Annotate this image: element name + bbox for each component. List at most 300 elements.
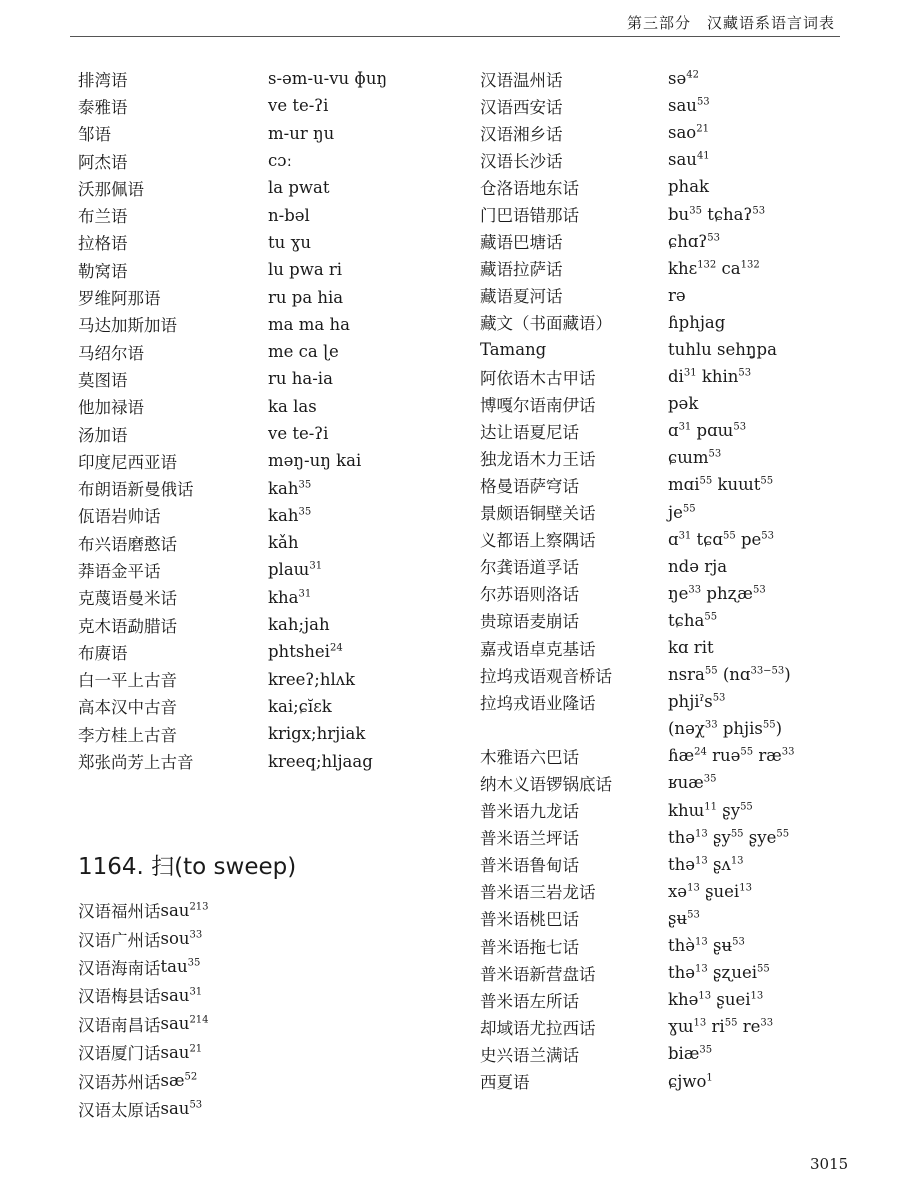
entry-tone: 31 bbox=[678, 421, 692, 433]
entry-form bbox=[668, 665, 791, 684]
entry-form-text: kreeq;hljaag bbox=[268, 751, 373, 771]
entry-form bbox=[268, 533, 298, 552]
entry-form bbox=[161, 1043, 203, 1062]
entry-language: 泰雅语 bbox=[78, 97, 128, 117]
entry-row bbox=[78, 953, 458, 981]
entry-row bbox=[480, 526, 880, 553]
entry-tone: 41 bbox=[696, 150, 710, 162]
entry-form-text: biæ bbox=[668, 1044, 700, 1064]
entry-tone: 31 bbox=[298, 588, 312, 600]
entry-row bbox=[480, 282, 880, 309]
entry-form-text: pɑɯ bbox=[696, 421, 734, 441]
entry-form-text: ʂuei bbox=[716, 990, 751, 1010]
entry-form bbox=[668, 719, 782, 738]
entry-form-text: phtshei bbox=[268, 642, 330, 662]
entry-language: 贵琼语麦崩话 bbox=[480, 612, 579, 632]
entry-language: 汉语西安话 bbox=[480, 97, 563, 117]
entry-form-text: ræ bbox=[758, 746, 782, 766]
entry-form-text: ka las bbox=[268, 396, 317, 416]
entry-row bbox=[480, 390, 880, 417]
page-number: 3015 bbox=[810, 1155, 849, 1173]
entry-form-text: xə bbox=[668, 881, 688, 901]
entry-form bbox=[268, 451, 361, 470]
section-headword: 扫(to sweep) bbox=[151, 854, 297, 880]
entry-form bbox=[668, 232, 720, 251]
entry-tone: 31 bbox=[189, 986, 203, 998]
entry-tone: 55 bbox=[730, 828, 744, 840]
entry-tone: 53 bbox=[732, 936, 745, 948]
entry-form bbox=[161, 929, 203, 948]
entry-language: 藏语巴塘话 bbox=[480, 233, 563, 253]
entry-form-text: plaɯ bbox=[268, 560, 310, 580]
entry-row bbox=[480, 417, 880, 444]
entry-form bbox=[268, 642, 343, 661]
entry-tone: 132 bbox=[697, 259, 717, 271]
entry-language: 布朗语新曼俄话 bbox=[78, 480, 194, 500]
entry-row bbox=[78, 1066, 458, 1094]
entry-language: 博嘎尔语南伊话 bbox=[480, 395, 596, 415]
entry-row bbox=[480, 878, 880, 905]
entry-row bbox=[480, 92, 880, 119]
entry-form bbox=[668, 394, 698, 413]
entry-form-text: pe bbox=[740, 529, 762, 549]
entry-row bbox=[78, 283, 458, 310]
entry-tone: 31 bbox=[683, 367, 697, 379]
entry-row bbox=[480, 769, 880, 796]
entry-row bbox=[480, 119, 880, 146]
entry-language: 汉语苏州话 bbox=[78, 1072, 161, 1092]
entry-language: 却域语尤拉西话 bbox=[480, 1018, 596, 1038]
entry-tone: 55 bbox=[757, 963, 770, 975]
entry-language: 罗维阿那语 bbox=[78, 289, 161, 309]
entry-form-text: kǎh bbox=[268, 533, 299, 553]
entry-row bbox=[480, 471, 880, 498]
entry-language: 藏文（书面藏语） bbox=[480, 314, 612, 334]
entry-form-text: kuɯt bbox=[717, 475, 761, 495]
entry-tone: 55 bbox=[682, 503, 696, 515]
entry-language: 莽语金平话 bbox=[78, 561, 161, 581]
entry-language: 拉格语 bbox=[78, 234, 128, 254]
entry-language: 白一平上古音 bbox=[78, 671, 177, 691]
entry-form bbox=[268, 233, 311, 252]
entry-form bbox=[268, 397, 317, 416]
entry-row bbox=[78, 365, 458, 392]
entry-row bbox=[480, 173, 880, 200]
entry-tone: 13 bbox=[695, 963, 708, 975]
entry-row bbox=[78, 420, 458, 447]
entry-form bbox=[668, 1044, 712, 1063]
entry-form-text: ri bbox=[711, 1017, 725, 1037]
entry-tone: 33 bbox=[704, 719, 718, 731]
entry-list-bottom-left bbox=[78, 896, 458, 1123]
entry-form bbox=[268, 479, 311, 498]
entry-tone: 53 bbox=[712, 692, 726, 704]
entry-form-text: n-bəl bbox=[268, 205, 310, 225]
entry-tone: 53 bbox=[707, 232, 721, 244]
entry-row bbox=[480, 580, 880, 607]
entry-form-text: ŋe bbox=[668, 583, 689, 603]
entry-form bbox=[268, 670, 355, 689]
entry-row bbox=[480, 688, 880, 715]
entry-form bbox=[668, 773, 716, 792]
entry-tone: 21 bbox=[696, 123, 709, 135]
entry-row bbox=[480, 146, 880, 173]
entry-row bbox=[480, 65, 880, 92]
entry-language: 他加禄语 bbox=[78, 398, 144, 418]
entry-form-text: phak bbox=[668, 177, 710, 197]
entry-form bbox=[268, 369, 333, 388]
entry-form-text: ) bbox=[784, 665, 791, 685]
entry-language: 印度尼西亚语 bbox=[78, 452, 177, 472]
entry-form-text: kah;jah bbox=[268, 615, 330, 635]
entry-tone: 13 bbox=[695, 855, 708, 867]
entry-language: 克木语勐腊话 bbox=[78, 616, 177, 636]
entry-row bbox=[480, 742, 880, 769]
entry-row bbox=[78, 638, 458, 665]
entry-form bbox=[668, 69, 699, 88]
entry-language: 汉语南昌话 bbox=[78, 1015, 161, 1035]
entry-tone: 55 bbox=[740, 746, 754, 758]
entry-tone: 13 bbox=[730, 855, 744, 867]
entry-language: 普米语左所话 bbox=[480, 991, 579, 1011]
entry-row bbox=[480, 851, 880, 878]
entry-form bbox=[268, 697, 332, 716]
entry-tone: 35 bbox=[689, 205, 702, 217]
entry-tone: 33 bbox=[189, 929, 203, 941]
entry-form bbox=[268, 206, 310, 225]
entry-tone: 214 bbox=[189, 1014, 209, 1026]
entry-form-text: s-əm-u-vu ɸuŋ bbox=[268, 69, 388, 89]
entry-language: 布赓语 bbox=[78, 643, 128, 663]
entry-row bbox=[480, 905, 880, 932]
entry-form bbox=[668, 259, 760, 278]
entry-form bbox=[161, 957, 201, 976]
entry-language: 汉语长沙话 bbox=[480, 151, 563, 171]
entry-form bbox=[668, 96, 710, 115]
entry-form bbox=[668, 1072, 713, 1091]
entry-form-text: ʂʌ bbox=[713, 854, 731, 874]
entry-form-text: kai;ɕĭɛk bbox=[268, 696, 332, 716]
entry-form bbox=[668, 990, 763, 1009]
entry-language: 布兰语 bbox=[78, 207, 128, 227]
entry-form-text: phjiˀs bbox=[668, 692, 713, 712]
entry-form-text: kah bbox=[268, 478, 299, 498]
entry-form-text: nsra bbox=[668, 665, 705, 685]
entry-form bbox=[268, 342, 339, 361]
entry-form-text: ma ma ha bbox=[268, 314, 350, 334]
entry-language: 李方桂上古音 bbox=[78, 725, 177, 745]
entry-tone: 24 bbox=[329, 642, 343, 654]
entry-form-text: ) bbox=[775, 719, 783, 739]
entry-form bbox=[268, 424, 328, 443]
entry-form-text: sao bbox=[668, 123, 697, 143]
entry-form bbox=[668, 611, 717, 630]
entry-language: 独龙语木力王话 bbox=[480, 449, 596, 469]
entry-language: 汉语广州话 bbox=[78, 930, 161, 950]
entry-language: 佤语岩帅话 bbox=[78, 507, 161, 527]
entry-form bbox=[668, 313, 725, 332]
entry-row bbox=[480, 200, 880, 227]
entry-language: 排湾语 bbox=[78, 70, 128, 90]
entry-form bbox=[161, 1099, 203, 1118]
header-rule bbox=[70, 36, 840, 37]
entry-form bbox=[268, 615, 330, 634]
entry-form-text: la pwat bbox=[268, 178, 330, 198]
entry-language: 普米语新营盘话 bbox=[480, 964, 596, 984]
entry-list-top-left bbox=[78, 65, 458, 775]
entry-tone: 31 bbox=[309, 560, 323, 572]
entry-row bbox=[480, 1040, 880, 1067]
entry-language: 汉语厦门话 bbox=[78, 1044, 161, 1064]
entry-form-text: ɦæ bbox=[668, 746, 695, 766]
entry-form-text: ʂy bbox=[722, 800, 741, 820]
entry-language: 勒窝语 bbox=[78, 261, 128, 281]
entry-tone: 33 bbox=[781, 746, 795, 758]
entry-form-text: thə̀ bbox=[668, 936, 696, 956]
entry-row bbox=[480, 661, 880, 688]
entry-row bbox=[480, 228, 880, 255]
entry-tone: 13 bbox=[695, 936, 708, 948]
entry-language: 普米语九龙话 bbox=[480, 802, 579, 822]
entry-form-text: tɕhaʔ bbox=[707, 204, 753, 224]
entry-form-text: sau bbox=[160, 1042, 190, 1062]
entry-row bbox=[480, 607, 880, 634]
entry-tone: 13 bbox=[687, 882, 700, 894]
entry-form bbox=[161, 986, 203, 1005]
entry-language: Tamang bbox=[480, 339, 547, 359]
entry-form-text: thə bbox=[668, 854, 696, 874]
entry-language: 普米语鲁甸话 bbox=[480, 856, 579, 876]
entry-form bbox=[668, 638, 714, 657]
entry-form bbox=[668, 746, 795, 765]
entry-form-text: krigx;hrjiak bbox=[268, 724, 366, 744]
entry-language: 汤加语 bbox=[78, 425, 128, 445]
entry-row bbox=[480, 499, 880, 526]
entry-form-text: phʐæ bbox=[706, 583, 753, 603]
entry-form-text: sau bbox=[160, 900, 190, 920]
entry-form-text: kreeʔ;hlʌk bbox=[268, 669, 356, 689]
entry-row bbox=[78, 201, 458, 228]
entry-row bbox=[78, 611, 458, 638]
entry-form-text: mɑi bbox=[668, 475, 700, 495]
entry-tone: 13 bbox=[739, 882, 752, 894]
entry-form-text: ndə rja bbox=[668, 556, 728, 576]
entry-language: 藏语拉萨话 bbox=[480, 260, 563, 280]
entry-tone: 53 bbox=[761, 530, 775, 542]
entry-form-text: sau bbox=[160, 985, 190, 1005]
entry-row bbox=[78, 174, 458, 201]
entry-tone: 33−53 bbox=[750, 665, 785, 677]
entry-form-text: khɯ bbox=[668, 800, 705, 820]
entry-form-text: məŋ-uŋ kai bbox=[268, 451, 362, 471]
entry-form-text: ɣɯ bbox=[668, 1017, 694, 1037]
entry-form bbox=[668, 503, 696, 522]
entry-tone: 55 bbox=[760, 475, 774, 487]
entry-language: 纳木义语锣锅底话 bbox=[480, 774, 612, 794]
entry-language: 汉语海南话 bbox=[78, 958, 161, 978]
entry-form bbox=[668, 286, 686, 305]
entry-tone: 11 bbox=[704, 801, 718, 813]
entry-row bbox=[78, 666, 458, 693]
entry-form-text: tɕha bbox=[668, 610, 705, 630]
entry-form bbox=[268, 588, 311, 607]
entry-language: 尔龚语道孚话 bbox=[480, 558, 579, 578]
entry-tone: 35 bbox=[187, 957, 201, 969]
entry-row bbox=[78, 229, 458, 256]
entry-form-text: ʂy bbox=[713, 827, 731, 847]
entry-tone: 213 bbox=[189, 901, 209, 913]
entry-language: 达让语夏尼话 bbox=[480, 422, 579, 442]
entry-row bbox=[480, 959, 880, 986]
entry-form bbox=[268, 724, 365, 743]
entry-form bbox=[668, 150, 710, 169]
entry-form bbox=[668, 584, 766, 603]
entry-tone: 13 bbox=[698, 990, 712, 1002]
entry-form-text: ruə bbox=[712, 746, 741, 766]
entry-row bbox=[480, 1013, 880, 1040]
entry-tone: 53 bbox=[687, 909, 700, 921]
entry-form-text: m-ur ŋu bbox=[268, 123, 335, 143]
entry-row bbox=[78, 747, 458, 774]
entry-form-text: sə bbox=[668, 69, 687, 89]
entry-row bbox=[78, 1010, 458, 1038]
entry-row bbox=[480, 309, 880, 336]
entry-tone: 52 bbox=[184, 1071, 198, 1083]
entry-language: 高本汉中古音 bbox=[78, 698, 177, 718]
entry-row bbox=[78, 693, 458, 720]
entry-row bbox=[78, 393, 458, 420]
entry-language: 木雅语六巴话 bbox=[480, 747, 579, 767]
entry-form-text: thə bbox=[668, 963, 696, 983]
entry-row bbox=[78, 147, 458, 174]
entry-form-text: ve te-ʔi bbox=[268, 96, 329, 116]
entry-language: 义都语上察隅话 bbox=[480, 531, 596, 551]
entry-language: 马绍尔语 bbox=[78, 343, 144, 363]
entry-language: 莫图语 bbox=[78, 370, 128, 390]
entry-tone: 132 bbox=[740, 259, 760, 271]
entry-tone: 55 bbox=[776, 828, 790, 840]
entry-form bbox=[668, 1017, 773, 1036]
entry-language: 汉语梅县话 bbox=[78, 987, 161, 1007]
entry-form bbox=[268, 124, 334, 143]
entry-row bbox=[480, 336, 880, 363]
entry-language: 格曼语萨穹话 bbox=[480, 476, 579, 496]
entry-form bbox=[668, 936, 745, 955]
entry-form-text: khɛ bbox=[668, 258, 698, 278]
entry-form-text: ʁuæ bbox=[668, 773, 704, 793]
entry-language: 布兴语磨憨话 bbox=[78, 534, 177, 554]
entry-form bbox=[668, 801, 753, 820]
entry-row bbox=[78, 447, 458, 474]
entry-row bbox=[480, 1067, 880, 1094]
entry-form-text: je bbox=[668, 502, 683, 522]
entry-tone: 13 bbox=[695, 828, 708, 840]
entry-form-text: kɑ rit bbox=[668, 638, 714, 658]
entry-tone: 55 bbox=[724, 1017, 738, 1029]
entry-language: 尔苏语则洛话 bbox=[480, 585, 579, 605]
entry-tone: 53 bbox=[708, 448, 722, 460]
entry-form bbox=[668, 828, 789, 847]
entry-row bbox=[78, 92, 458, 119]
entry-form-text: kha bbox=[268, 587, 299, 607]
entry-row bbox=[480, 986, 880, 1013]
entry-form bbox=[668, 557, 727, 576]
entry-row bbox=[480, 715, 880, 742]
entry-tone: 13 bbox=[750, 990, 764, 1002]
section-number: 1164. bbox=[78, 854, 144, 880]
entry-row bbox=[480, 363, 880, 390]
entry-row bbox=[78, 338, 458, 365]
entry-form-text: tu ɣu bbox=[268, 232, 312, 252]
entry-form bbox=[668, 448, 721, 467]
entry-row bbox=[78, 584, 458, 611]
entry-form-text: ʂʉ bbox=[713, 936, 733, 956]
entry-language: 汉语福州话 bbox=[78, 902, 161, 922]
entry-form bbox=[268, 69, 387, 88]
entry-row bbox=[480, 255, 880, 282]
entry-row bbox=[78, 556, 458, 583]
entry-tone: 33 bbox=[760, 1017, 774, 1029]
entry-tone: 55 bbox=[699, 475, 713, 487]
entry-form-text: thə bbox=[668, 827, 696, 847]
entry-tone: 55 bbox=[722, 530, 736, 542]
entry-tone: 55 bbox=[704, 611, 718, 623]
entry-tone: 55 bbox=[762, 719, 776, 731]
entry-row bbox=[480, 634, 880, 661]
entry-tone: 53 bbox=[189, 1099, 203, 1111]
entry-form-text: me ca ɭe bbox=[268, 342, 339, 362]
entry-row bbox=[78, 474, 458, 501]
entry-form-text: bu bbox=[668, 204, 690, 224]
entry-language: 普米语三岩龙话 bbox=[480, 883, 596, 903]
entry-form-text: (nəχ bbox=[668, 719, 705, 739]
entry-row bbox=[78, 502, 458, 529]
entry-tone: 1 bbox=[706, 1072, 713, 1084]
entry-tone: 55 bbox=[704, 665, 718, 677]
entry-form-text: kah bbox=[268, 505, 299, 525]
entry-form bbox=[268, 752, 373, 771]
entry-row bbox=[480, 824, 880, 851]
entry-tone: 21 bbox=[189, 1043, 203, 1055]
entry-form-text: phjis bbox=[722, 719, 763, 739]
entry-language: 阿杰语 bbox=[78, 152, 128, 172]
entry-form bbox=[161, 1014, 209, 1033]
entry-form-text: ɑ bbox=[668, 529, 679, 549]
entry-language: 汉语温州话 bbox=[480, 70, 563, 90]
entry-row bbox=[78, 924, 458, 952]
entry-form-text: re bbox=[742, 1017, 761, 1037]
entry-form-text: ʂye bbox=[748, 827, 777, 847]
entry-form bbox=[668, 177, 709, 196]
entry-form bbox=[268, 560, 322, 579]
entry-language: 西夏语 bbox=[480, 1073, 530, 1093]
entry-row bbox=[480, 553, 880, 580]
entry-row bbox=[78, 529, 458, 556]
entry-form-text: ʂʐuei bbox=[713, 963, 758, 983]
entry-form-text: khə bbox=[668, 990, 699, 1010]
entry-form bbox=[161, 901, 209, 920]
entry-row bbox=[78, 120, 458, 147]
entry-tone: 42 bbox=[686, 69, 699, 81]
entry-form-text: ɕjwo bbox=[668, 1071, 707, 1091]
entry-language: 邹语 bbox=[78, 125, 111, 145]
entry-row bbox=[480, 932, 880, 959]
entry-form bbox=[268, 288, 343, 307]
entry-row bbox=[78, 981, 458, 1009]
entry-form-text: sau bbox=[668, 96, 697, 116]
entry-language: 仓洛语地东话 bbox=[480, 178, 579, 198]
entry-form bbox=[668, 963, 770, 982]
